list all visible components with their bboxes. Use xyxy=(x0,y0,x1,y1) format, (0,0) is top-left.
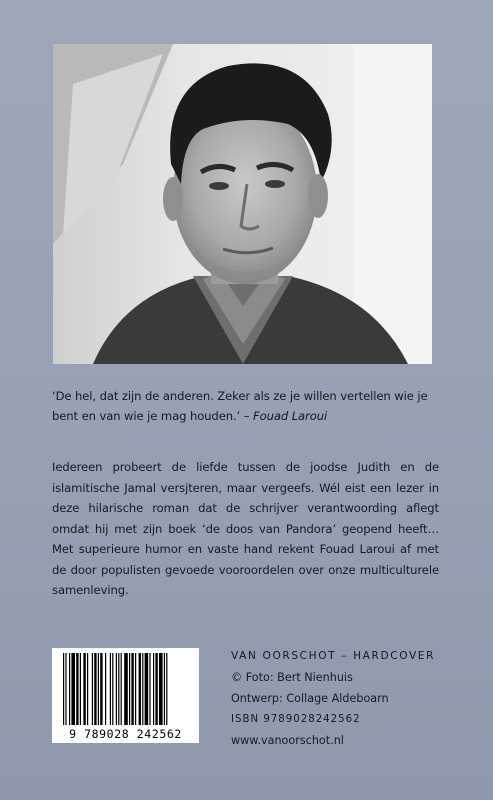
isbn-line: ISBN 9789028242562 xyxy=(231,714,361,725)
portrait-illustration xyxy=(53,44,432,364)
barcode-number: 9 789028 242562 xyxy=(69,727,182,741)
book-blurb: Iedereen probeert de liefde tussen de joodse Judith en de islamitische Jamal versjteren, maar vergeefs. Wél eist een lezer in deze hilarische roman dat de schrijver verantwoording aflegt omdat hij met zijn boek ‘de doos van Pandora’ geopend heeft… Met superieure humor en vaste hand rekent Fouad Laroui af met de door populisten gevoede vooroordelen over onze multiculturele samenleving. xyxy=(52,460,439,597)
design-credit: Ontwerp: Collage Aldeboarn xyxy=(231,692,389,705)
colophon xyxy=(231,646,471,751)
author-portrait-photo xyxy=(53,44,432,364)
publisher-line: VAN OORSCHOT – HARDCOVER xyxy=(231,650,436,662)
isbn-barcode xyxy=(52,648,199,743)
quote-author: Fouad Laroui xyxy=(253,409,328,423)
quote-text: ‘De hel, dat zijn de anderen. Zeker als ze je willen vertellen wie je bent en van wie je mag houden.’ – xyxy=(52,389,428,423)
website-link[interactable]: www.vanoorschot.nl xyxy=(231,734,344,747)
barcode-bars-icon xyxy=(53,649,198,727)
photo-credit: © Foto: Bert Nienhuis xyxy=(231,671,353,684)
quote xyxy=(52,386,452,426)
